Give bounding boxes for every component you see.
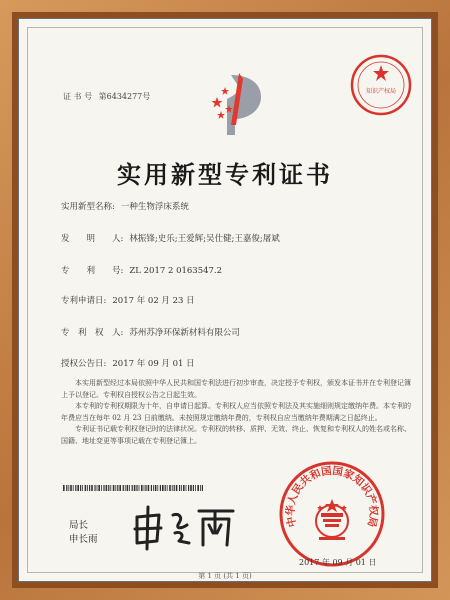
certificate-paper bbox=[18, 18, 432, 582]
barcode-bar bbox=[66, 485, 67, 491]
barcode-bar bbox=[108, 485, 109, 491]
barcode-bar bbox=[103, 485, 104, 491]
barcode-bar bbox=[101, 485, 102, 491]
barcode-bar bbox=[145, 485, 146, 491]
barcode-bar bbox=[110, 485, 111, 491]
barcode-bar bbox=[186, 485, 187, 491]
seal-text: 中华人民共和国国家知识产权局 bbox=[284, 465, 380, 529]
barcode-bar bbox=[75, 485, 76, 491]
page-number: 第 1 页 (共 1 页) bbox=[198, 572, 252, 580]
field-application-date bbox=[61, 294, 195, 306]
barcode-bar bbox=[155, 485, 157, 491]
field-grant-date bbox=[61, 357, 195, 369]
barcode-bar bbox=[113, 485, 115, 491]
barcode-bar bbox=[85, 485, 87, 491]
barcode-bar bbox=[181, 485, 182, 491]
field-label: 实用新型名称: bbox=[61, 202, 115, 212]
barcode-bar bbox=[70, 485, 72, 491]
barcode-bar bbox=[106, 485, 108, 491]
barcode-bar bbox=[134, 485, 136, 491]
official-seal bbox=[277, 459, 387, 569]
field-value: 苏州苏净环保新材料有限公司 bbox=[129, 328, 240, 338]
barcode-bar bbox=[77, 485, 79, 491]
barcode-bar bbox=[183, 485, 185, 491]
barcode-bar bbox=[188, 485, 189, 491]
field-label: 专 利 号: bbox=[61, 266, 124, 276]
field-label: 授权公告日: bbox=[61, 359, 107, 369]
barcode-bar bbox=[127, 485, 129, 491]
body-paragraph: 本实用新型经过本局依照中华人民共和国专利法进行初步审查，决定授予专利权，颁发本证书并在专利登记簿上予以登记。专利权自授权公告之日起生效。 bbox=[61, 379, 411, 399]
barcode-bar bbox=[89, 485, 90, 491]
barcode-bar bbox=[117, 485, 118, 491]
barcode-bar bbox=[132, 485, 133, 491]
barcode-bar bbox=[193, 485, 194, 491]
barcode-bar bbox=[160, 485, 161, 491]
field-utility-model-name bbox=[61, 200, 189, 212]
field-label: 发 明 人: bbox=[61, 234, 124, 244]
barcode-bar bbox=[123, 485, 124, 491]
field-patent-number bbox=[61, 264, 222, 276]
barcode-bar bbox=[144, 485, 145, 491]
field-value: 2017 年 02 月 23 日 bbox=[112, 296, 195, 306]
barcode-bar bbox=[136, 485, 137, 491]
barcode-bar bbox=[179, 485, 180, 491]
barcode-bar bbox=[157, 485, 158, 491]
barcode-bar bbox=[63, 485, 65, 491]
barcode-bar bbox=[167, 485, 168, 491]
barcode-bar bbox=[190, 485, 192, 491]
barcode-bar bbox=[94, 485, 95, 491]
field-value: 2017 年 09 月 01 日 bbox=[112, 359, 195, 369]
field-label: 专 利 权 人: bbox=[61, 328, 124, 338]
field-inventors bbox=[61, 232, 280, 244]
field-patentee bbox=[61, 326, 240, 338]
barcode-bar bbox=[139, 485, 140, 491]
barcode-bar bbox=[91, 485, 93, 491]
barcode-bar bbox=[97, 485, 98, 491]
barcode-bar bbox=[148, 485, 150, 491]
field-value: 一种生物浮床系统 bbox=[120, 202, 189, 212]
barcode-bar bbox=[174, 485, 175, 491]
barcode-bar bbox=[98, 485, 100, 491]
director-block bbox=[69, 519, 98, 547]
barcode-bar bbox=[125, 485, 126, 491]
barcode-bar bbox=[162, 485, 164, 491]
patent-office-logo bbox=[209, 69, 269, 137]
barcode-bar bbox=[73, 485, 74, 491]
director-name: 申长雨 bbox=[69, 534, 98, 545]
certificate-number-label: 证 书 号 bbox=[63, 92, 93, 101]
body-paragraph: 本专利的专利权期限为十年，自申请日起算。专利权人应当依照专利法及其实施细则规定缴纳年费。本专利的年费应当在每年 02 月 23 日前缴纳。未按照规定缴纳年费的，专利权自应当缴纳年费期满之日起终止。 bbox=[61, 402, 411, 422]
barcode-bar bbox=[151, 485, 152, 491]
barcode-bar bbox=[87, 485, 88, 491]
body-paragraph: 专利证书记载专利权登记时的法律状况。专利权的转移、质押、无效、终止、恢复和专利权人的姓名或名称、国籍、地址变更等事项记载在专利登记簿上。 bbox=[61, 425, 411, 445]
barcode-bar bbox=[169, 485, 171, 491]
barcode-bar bbox=[165, 485, 166, 491]
barcode-bar bbox=[172, 485, 173, 491]
handwritten-signature bbox=[129, 503, 241, 551]
barcode-bar bbox=[80, 485, 81, 491]
office-stamp bbox=[349, 53, 413, 117]
certificate-title: 实用新型专利证书 bbox=[117, 160, 333, 189]
barcode-bar bbox=[129, 485, 130, 491]
seal-date: 2017 年 09 月 01 日 bbox=[299, 558, 377, 567]
barcode-bar bbox=[141, 485, 143, 491]
stamp-text: 知识产权局 bbox=[365, 88, 397, 95]
barcode bbox=[63, 485, 203, 491]
certificate-number-value: 第6434277号 bbox=[98, 92, 151, 101]
barcode-bar bbox=[200, 485, 201, 491]
barcode-bar bbox=[197, 485, 199, 491]
barcode-bar bbox=[176, 485, 178, 491]
barcode-bar bbox=[153, 485, 154, 491]
field-value: ZL 2017 2 0163547.2 bbox=[129, 266, 223, 276]
certificate-body bbox=[61, 378, 411, 448]
barcode-bar bbox=[202, 485, 203, 491]
barcode-bar bbox=[68, 485, 69, 491]
barcode-bar bbox=[119, 485, 121, 491]
field-label: 专利申请日: bbox=[61, 296, 107, 306]
barcode-bar bbox=[82, 485, 83, 491]
barcode-bar bbox=[195, 485, 196, 491]
director-title: 局长 bbox=[69, 520, 89, 531]
barcode-bar bbox=[115, 485, 116, 491]
field-value: 林振锋;史乐;王爱辉;吴仕健;王嘉俊;屠斌 bbox=[129, 234, 280, 244]
certificate-number bbox=[63, 91, 154, 102]
